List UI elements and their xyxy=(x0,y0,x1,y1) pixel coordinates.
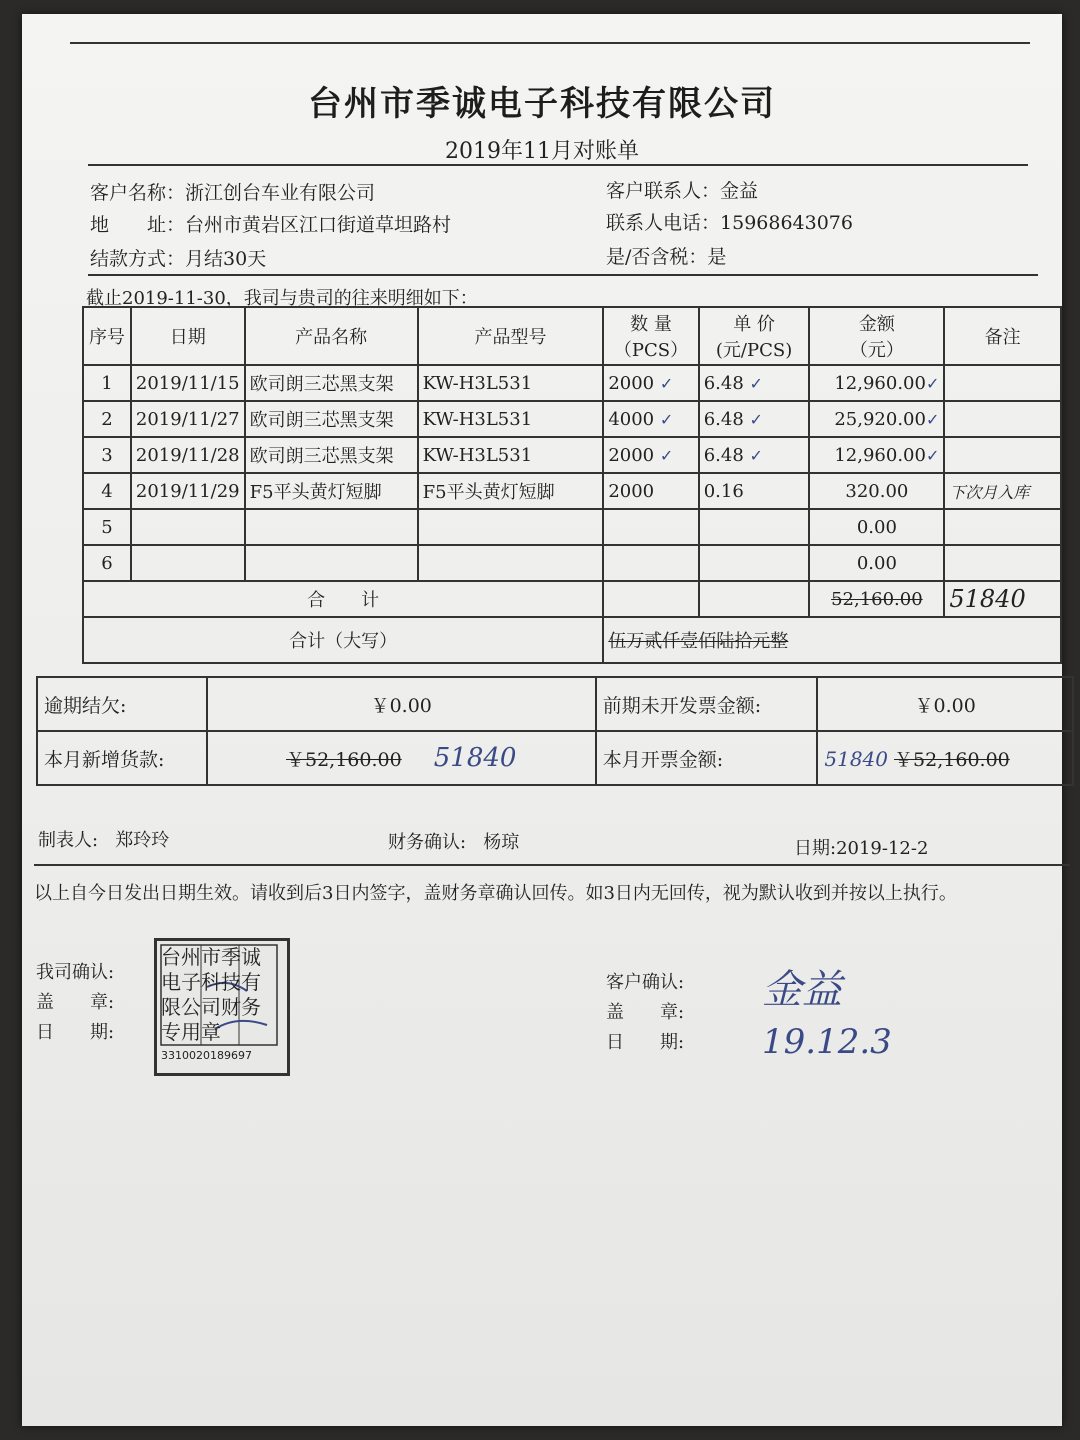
row-model: KW-H3L531 xyxy=(418,437,604,473)
header-qty xyxy=(603,307,698,365)
contact-phone-label: 联系人电话： xyxy=(606,212,721,234)
row-date xyxy=(131,509,245,545)
customer-address xyxy=(90,210,451,237)
row-amount-value: 25,920.00 xyxy=(834,408,926,430)
header-amount-unit: （元） xyxy=(849,340,904,361)
header-qty-label: 数 量 xyxy=(630,314,672,335)
row-product: 欧司朗三芯黑支架 xyxy=(245,365,418,401)
stamp-text: 台州市季诚电子科技有限公司财务专用章 xyxy=(161,945,261,1044)
customer-contact-label: 客户联系人： xyxy=(606,180,721,202)
row-date: 2019/11/29 xyxy=(131,473,245,509)
header-price xyxy=(699,307,810,365)
row-qty-value: 2000 xyxy=(608,372,655,394)
preparer-value: 郑玲玲 xyxy=(115,830,170,851)
payment-terms xyxy=(90,244,266,271)
row-qty: 2000 xyxy=(603,473,698,509)
notice-text: 以上自今日发出日期生效。请收到后3日内签字，盖财务章确认回传。如3日内无回传，视为默认收到并按以上执行。 xyxy=(34,883,957,904)
row-amount xyxy=(809,401,944,437)
customer-confirm-label: 客户确认: xyxy=(606,972,685,993)
top-rule xyxy=(70,42,1030,44)
customer-address-label: 地 址： xyxy=(90,214,186,236)
row-price: 0.16 xyxy=(699,473,810,509)
row-amount: 320.00 xyxy=(809,473,944,509)
check-mark-icon: ✓ xyxy=(749,373,763,393)
row-no: 2 xyxy=(83,401,131,437)
row-amount: 0.00 xyxy=(809,509,944,545)
row-remark xyxy=(944,545,1061,581)
header-remark: 备注 xyxy=(944,307,1061,365)
row-qty xyxy=(603,545,698,581)
finance-confirm-label: 财务确认: xyxy=(388,832,467,853)
info-rule xyxy=(88,274,1038,276)
table-row xyxy=(83,545,1061,581)
check-mark-icon: ✓ xyxy=(659,373,674,393)
row-qty-value: 4000 xyxy=(608,408,655,430)
row-price xyxy=(699,545,810,581)
finance-stamp xyxy=(154,938,290,1076)
footer-rule xyxy=(34,864,1070,866)
customer-name-label: 客户名称： xyxy=(90,182,186,204)
customer-name xyxy=(90,178,375,205)
row-date: 2019/11/15 xyxy=(131,365,245,401)
customer-contact xyxy=(606,176,758,203)
header-model: 产品型号 xyxy=(418,307,604,365)
row-remark xyxy=(944,509,1061,545)
total-empty-cell xyxy=(603,581,698,617)
header-product: 产品名称 xyxy=(245,307,418,365)
our-seal-label: 盖 章: xyxy=(36,992,115,1013)
row-no: 4 xyxy=(83,473,131,509)
total-caps-label: 合计（大写） xyxy=(83,617,603,663)
row-date: 2019/11/27 xyxy=(131,401,245,437)
total-handwritten: 51840 xyxy=(944,581,1061,617)
finance-confirm xyxy=(388,828,519,854)
stamp-number: 3310020189697 xyxy=(161,1049,252,1062)
tax-included-label: 是/否含税： xyxy=(606,246,708,268)
finance-confirm-value: 杨琼 xyxy=(483,832,520,853)
new-goods-handwritten: 51840 xyxy=(433,743,517,773)
check-mark-icon: ✓ xyxy=(659,409,674,429)
contact-phone-value: 15968643076 xyxy=(720,212,853,234)
table-row xyxy=(83,401,1061,437)
summary-row xyxy=(37,677,1073,731)
check-mark-icon: ✓ xyxy=(925,373,940,393)
customer-seal-label: 盖 章: xyxy=(606,1002,685,1023)
row-date xyxy=(131,545,245,581)
contact-phone xyxy=(606,208,853,235)
payment-terms-value: 月结30天 xyxy=(185,248,267,270)
row-model: KW-H3L531 xyxy=(418,401,604,437)
row-amount: 0.00 xyxy=(809,545,944,581)
row-price xyxy=(699,509,810,545)
check-mark-icon: ✓ xyxy=(659,445,674,465)
row-no: 5 xyxy=(83,509,131,545)
row-price-value: 6.48 xyxy=(703,372,744,394)
payment-terms-label: 结款方式： xyxy=(90,248,186,270)
row-product: 欧司朗三芯黑支架 xyxy=(245,401,418,437)
row-product xyxy=(245,545,418,581)
statement-date xyxy=(794,834,928,860)
header-amount xyxy=(809,307,944,365)
new-goods-value: ￥52,160.00 xyxy=(286,749,402,771)
preparer xyxy=(38,826,169,852)
our-date-label: 日 期: xyxy=(36,1022,115,1043)
statement-date-value: 2019-12-2 xyxy=(836,838,929,859)
row-qty-value: 2000 xyxy=(608,444,655,466)
row-remark xyxy=(944,401,1061,437)
header-price-label: 单 价 xyxy=(733,314,775,335)
row-no: 6 xyxy=(83,545,131,581)
check-mark-icon: ✓ xyxy=(749,445,763,465)
row-no: 3 xyxy=(83,437,131,473)
row-qty xyxy=(603,509,698,545)
total-caps-value: 伍万贰仟壹佰陆拾元整 xyxy=(603,617,1061,663)
row-amount xyxy=(809,365,944,401)
invoiced-value: ￥52,160.00 xyxy=(894,748,1010,771)
row-model xyxy=(418,545,604,581)
header-amount-label: 金额 xyxy=(858,314,895,335)
new-goods-label: 本月新增货款: xyxy=(37,731,207,785)
row-amount-value: 12,960.00 xyxy=(834,372,926,394)
total-label: 合 计 xyxy=(83,581,603,617)
row-amount xyxy=(809,437,944,473)
total-caps-row xyxy=(83,617,1061,663)
title-rule xyxy=(88,164,1028,166)
row-model xyxy=(418,509,604,545)
row-amount-value: 12,960.00 xyxy=(834,444,926,466)
invoiced-handwritten: 51840 xyxy=(824,746,888,771)
row-model: KW-H3L531 xyxy=(418,365,604,401)
company-title: 台州市季诚电子科技有限公司 xyxy=(308,84,776,124)
detail-table xyxy=(82,306,1062,664)
customer-name-value: 浙江创台车业有限公司 xyxy=(185,182,376,204)
overdue-label: 逾期结欠: xyxy=(37,677,207,731)
row-date: 2019/11/28 xyxy=(131,437,245,473)
total-amount: 52,160.00 xyxy=(809,581,944,617)
total-row xyxy=(83,581,1061,617)
our-confirm-block xyxy=(36,958,114,1048)
customer-contact-value: 金益 xyxy=(720,180,759,202)
statement-date-label: 日期: xyxy=(794,838,837,859)
table-row xyxy=(83,437,1061,473)
our-confirm-label: 我司确认: xyxy=(36,962,115,983)
row-product: 欧司朗三芯黑支架 xyxy=(245,437,418,473)
customer-confirm-block xyxy=(606,968,684,1058)
prev-uninvoiced-label: 前期未开发票金额: xyxy=(596,677,818,731)
tax-included xyxy=(606,242,726,269)
customer-sign-date: 19.12.3 xyxy=(762,1022,892,1062)
row-product: F5平头黄灯短脚 xyxy=(245,473,418,509)
row-remark xyxy=(944,437,1061,473)
summary-row xyxy=(37,731,1073,785)
customer-date-label: 日 期: xyxy=(606,1032,685,1053)
check-mark-icon: ✓ xyxy=(749,409,763,429)
row-price-value: 6.48 xyxy=(703,408,744,430)
row-model: F5平头黄灯短脚 xyxy=(418,473,604,509)
summary-table xyxy=(36,676,1074,786)
statement-subtitle: 2019年11月对账单 xyxy=(445,139,639,164)
customer-address-value: 台州市黄岩区江口街道草坦路村 xyxy=(185,214,452,236)
intro-text: 截止2019-11-30，我司与贵司的往来明细如下： xyxy=(86,288,478,309)
tax-included-value: 是 xyxy=(707,246,727,268)
row-price xyxy=(699,365,810,401)
statement-paper xyxy=(22,14,1062,1426)
prev-uninvoiced-value: ￥0.00 xyxy=(817,677,1073,731)
row-price-value: 6.48 xyxy=(703,444,744,466)
customer-signature: 金益 xyxy=(762,967,842,1013)
header-price-unit: (元/PCS) xyxy=(715,340,793,361)
row-no: 1 xyxy=(83,365,131,401)
row-price xyxy=(699,401,810,437)
invoiced-cell xyxy=(817,731,1073,785)
check-mark-icon: ✓ xyxy=(925,445,940,465)
new-goods-cell xyxy=(207,731,596,785)
table-row xyxy=(83,365,1061,401)
header-date: 日期 xyxy=(131,307,245,365)
overdue-value: ￥0.00 xyxy=(207,677,596,731)
row-price xyxy=(699,437,810,473)
preparer-label: 制表人: xyxy=(38,830,99,851)
row-qty xyxy=(603,401,698,437)
row-remark xyxy=(944,365,1061,401)
table-row xyxy=(83,473,1061,509)
invoiced-label: 本月开票金额: xyxy=(596,731,818,785)
header-qty-unit: （PCS） xyxy=(613,340,689,361)
total-empty-cell xyxy=(699,581,810,617)
row-remark-handwritten: 下次月入库 xyxy=(944,473,1061,509)
table-header-row xyxy=(83,307,1061,365)
row-qty xyxy=(603,437,698,473)
check-mark-icon: ✓ xyxy=(925,409,940,429)
row-product xyxy=(245,509,418,545)
row-qty xyxy=(603,365,698,401)
header-no: 序号 xyxy=(83,307,131,365)
table-row xyxy=(83,509,1061,545)
